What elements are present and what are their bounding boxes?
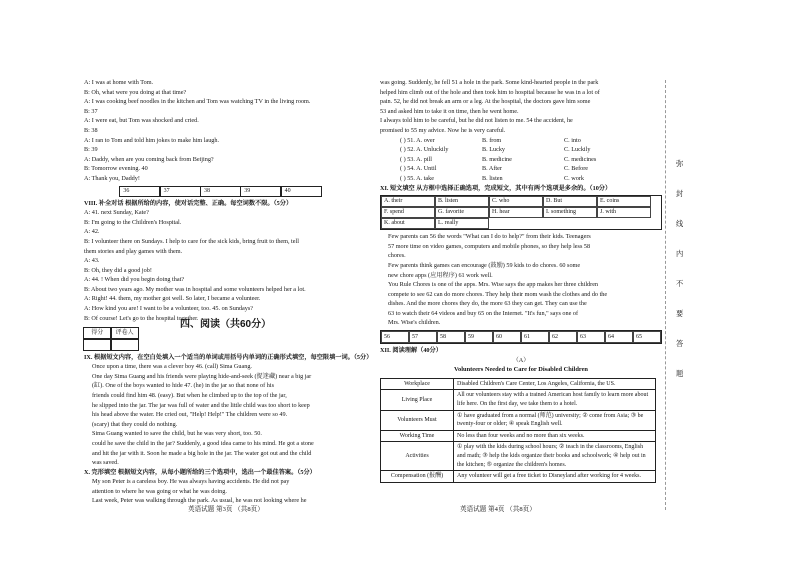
word-bank-option: A. their: [381, 196, 435, 207]
text-line: You Rule Chores is one of the apps. Mrs. Wise says the app makes her three children: [388, 281, 599, 289]
text-line: B: I'm going to the Children's Hospital.: [84, 218, 182, 226]
table-key: Compensation (报酬): [381, 471, 454, 483]
cloze-choices: [380, 136, 662, 184]
table-title: Volunteers Needed to Care for Disabled Children: [454, 366, 588, 374]
answer-box[interactable]: 40: [281, 186, 322, 197]
answer-boxes-36-40: [120, 186, 374, 197]
dialog-section: [84, 78, 374, 184]
part-a-label: （A）: [512, 356, 530, 364]
choice-row: [380, 164, 662, 174]
text-line: Sima Guang wanted to save the child, but he was very short, too. 50.: [92, 430, 262, 438]
cloze-passage-continued: [380, 78, 662, 136]
text-line: B: 37: [84, 107, 98, 115]
text-line: Once upon a time, there was a clever boy 46. (call) Sima Guang.: [92, 363, 252, 371]
word-bank-option: E. coins: [597, 196, 651, 207]
choice-option[interactable]: C. work: [564, 174, 584, 182]
answer-cell[interactable]: 62: [549, 331, 577, 343]
word-bank-option: H. hear: [489, 207, 543, 218]
spacer: [380, 136, 400, 146]
section9-passage: [84, 362, 374, 468]
section11-title: XI. 短文填空 从方框中选择正确选项，完成短文，其中有两个选项是多余的。（10分）: [380, 184, 612, 192]
text-line: was going. Suddenly, he fell 51 a hole in the park. Some kind-hearted people in the park: [380, 79, 599, 86]
choice-option[interactable]: ( ) 53. A. pill: [400, 155, 432, 163]
text-line: them stories and play games with them.: [84, 247, 183, 255]
volunteer-table: [380, 378, 656, 483]
spacer: [380, 145, 400, 155]
answer-box[interactable]: 38: [200, 186, 241, 197]
text-line: A: I was cooking beef noodles in the kitchen and Tom was watching TV in the living room.: [84, 98, 311, 106]
section10-title: X. 完形填空 根据短文内容，从每小题所给的三个选项中，选出一个最佳答案。（5分）: [84, 468, 316, 476]
seal-char: 内: [676, 250, 684, 258]
answer-cell[interactable]: 64: [605, 331, 633, 343]
answer-cell[interactable]: 65: [633, 331, 661, 343]
choice-option[interactable]: B. Lucky: [482, 146, 506, 154]
choice-option[interactable]: B. After: [482, 165, 502, 173]
seal-char: 要: [676, 310, 684, 318]
table-row: [381, 471, 656, 483]
grader-header: 评卷人: [111, 327, 139, 339]
text-line: B: Tomorrow evening. 40: [84, 165, 148, 173]
text-line: pain. 52, he did not break an arm or a leg. At the hospital, the doctors gave him some: [380, 98, 591, 106]
text-line: A: Thank you, Daddy!: [84, 174, 140, 182]
table-key: Activities: [381, 442, 454, 471]
text-line: friends could find him 48. (easy). But when he climbed up to the top of the jar,: [92, 391, 287, 399]
word-bank-option: L. really: [435, 218, 489, 229]
answer-cell[interactable]: 57: [409, 331, 437, 343]
answer-box[interactable]: 37: [160, 186, 201, 197]
answer-cell[interactable]: 58: [437, 331, 465, 343]
text-line: 53 and asked him to take it on time, then he went home.: [380, 107, 519, 115]
seal-char: 线: [676, 220, 684, 228]
text-line: A: 44. ! When did you begin doing that?: [84, 276, 185, 284]
grader-blank: [111, 339, 139, 351]
seal-char: 答: [676, 340, 684, 348]
text-line: One day Sima Guang and his friends were playing hide-and-seek (捉迷藏) near a big jar: [92, 372, 312, 380]
text-line: could he save the child in the jar? Suddenly, a good idea came to his mind. He got a stone: [92, 439, 314, 447]
answer-cell[interactable]: 56: [381, 331, 409, 343]
word-bank-option: D. But: [543, 196, 597, 207]
choice-option[interactable]: C. medicines: [564, 155, 597, 163]
section8-title: VIII. 补全对话 根据所给的内容，使对话完整、正确。每空词数不限。（5分）: [84, 199, 293, 207]
text-line: he slipped into the jar. The jar was full of water and the little child was too short to keep: [92, 401, 310, 409]
choice-row: [380, 155, 662, 165]
choice-option[interactable]: ( ) 51. A. over: [400, 136, 435, 144]
table-key: Volunteers Must: [381, 410, 454, 430]
text-line: was saved.: [92, 459, 119, 467]
left-footer: 英语试题 第3页 （共8页）: [188, 506, 264, 513]
table-value: Disabled Children's Care Center, Los Angeles, California, the US.: [454, 378, 656, 390]
left-page: [84, 78, 374, 506]
choice-option[interactable]: B. medicine: [482, 155, 512, 163]
text-line: B: Of course! Let's go to the hospital together.: [84, 314, 199, 322]
table-row: [381, 378, 656, 390]
table-row: [381, 430, 656, 442]
word-bank-option: K. about: [381, 218, 435, 229]
section8-dialog: [84, 208, 374, 323]
answer-box[interactable]: 39: [240, 186, 281, 197]
text-line: A: I was at home with Tom.: [84, 79, 154, 86]
text-line: A: Daddy, when are you coming back from Beijing?: [84, 155, 214, 163]
text-line: A: 43.: [84, 257, 100, 265]
word-bank-option: G. favorite: [435, 207, 489, 218]
text-line: Mrs. Wise's children.: [388, 319, 441, 327]
text-line: and hit the jar with it. Soon he made a big hole in the jar. The water got out and the child: [92, 449, 312, 457]
answer-cell[interactable]: 63: [577, 331, 605, 343]
choice-option[interactable]: ( ) 54. A. Until: [400, 165, 437, 173]
text-line: dishes. And the more chores they do, the more 63 they can get. They can use the: [388, 300, 587, 308]
section12-title: XII. 阅读理解（40分）: [380, 347, 442, 355]
text-line: his head above the water. He cried out, "Help! Help!" The children were so 49.: [92, 411, 288, 419]
table-value: No less than four weeks and no more than six weeks.: [454, 430, 656, 442]
table-row: [381, 390, 656, 410]
text-line: new chore apps (应用程序) 61 work well.: [388, 271, 493, 279]
table-value: ① play with the kids during school hours; ② teach in the classrooms, English and math; ③ help the kids organize their books and schoolwork; ④ help out in the kitchen; ⑤ organize the children's homes.: [454, 442, 656, 471]
text-line: helped him climb out of the hole and then took him to hospital because he was in a lot of: [380, 88, 600, 96]
section10-passage: [84, 477, 374, 506]
text-line: B: Oh, they did a good job!: [84, 266, 152, 274]
text-line: promised to 55 my advice. Now he is very careful.: [380, 126, 506, 134]
choice-row: [380, 136, 662, 146]
word-bank-option: F. spend: [381, 207, 435, 218]
table-key: Working Time: [381, 430, 454, 442]
text-line: 63 to watch their 64 videos and buy 65 on the Internet. "It's fun," says one of: [388, 309, 579, 317]
text-line: chores.: [388, 252, 406, 260]
text-line: My son Peter is a careless boy. He was always having accidents. He did not pay: [92, 478, 290, 486]
score-box: [84, 327, 374, 350]
word-bank-option: J. with: [597, 207, 651, 218]
choice-option[interactable]: B. from: [482, 136, 502, 144]
text-line: B: Oh, what were you doing at that time?: [84, 88, 187, 96]
word-bank: [380, 195, 662, 230]
seal-char: 不: [676, 280, 684, 288]
text-line: A: Right! 44. them, my mother got well. So later, I became a volunteer.: [84, 295, 261, 303]
answer-cell[interactable]: 59: [465, 331, 493, 343]
text-line: B: I volunteer there on Sundays. I help to care for the sick kids, bring fruit to them, tell: [84, 237, 299, 245]
text-line: A: 42.: [84, 228, 100, 236]
text-line: B: 39: [84, 146, 98, 154]
choice-option[interactable]: C. Luckily: [564, 146, 591, 154]
text-line: B: 38: [84, 126, 98, 134]
choice-option[interactable]: ( ) 55. A. take: [400, 174, 435, 182]
word-bank-option: C. who: [489, 196, 543, 207]
table-row: [381, 410, 656, 430]
table-row: [381, 442, 656, 471]
choice-row: [380, 174, 662, 184]
seal-line-notice: [676, 160, 688, 400]
word-bank-option: B. listen: [435, 196, 489, 207]
choice-option[interactable]: C. Before: [564, 165, 589, 173]
text-line: (缸). One of the boys wanted to hide 47. (he) in the jar so that none of his: [92, 382, 274, 390]
section11-passage: [380, 232, 662, 328]
text-line: Few parents can 56 the words "What can I do to help?" from their kids. Teenagers: [388, 233, 591, 241]
text-line: A: 41. next Sunday, Kate?: [84, 209, 149, 217]
text-line: compete to see 62 can do more chores. They help their mom wash the clothes and do the: [388, 290, 608, 298]
spacer: [380, 174, 400, 184]
part4-title: 四、阅读（共60分）: [180, 319, 272, 330]
seal-line: [665, 80, 666, 510]
choice-option[interactable]: B. listen: [482, 174, 503, 182]
table-key: Workplace: [381, 378, 454, 390]
answer-box[interactable]: 36: [119, 186, 160, 197]
table-value: All our volunteers stay with a trained American host family to learn more about life here. On the first day, we take them to a hotel.: [454, 390, 656, 410]
score-header: 得分: [83, 327, 111, 339]
word-bank-option: I. something: [543, 207, 597, 218]
spacer: [380, 164, 400, 174]
answer-grid-56-65: [380, 330, 662, 344]
right-footer: 英语试题 第4页 （共8页）: [460, 506, 536, 513]
text-line: attention to where he was going or what he was doing.: [92, 487, 227, 495]
text-line: B: About two years ago. My mother was in hospital and some volunteers helped her a lot.: [84, 285, 306, 293]
answer-cell[interactable]: 61: [521, 331, 549, 343]
section9-title: IX. 根据短文内容，在空白处填入一个适当的单词或用括号内单词的正确形式填空，每空限填一词。（5分）: [84, 353, 373, 361]
seal-char: 弥: [676, 160, 684, 168]
text-line: I always told him to be careful, but he did not listen to me. 54 the accident, he: [380, 117, 573, 125]
text-line: 57 more time on video games, computers and mobile phones, so they help less 58: [388, 242, 591, 250]
seal-char: 题: [676, 370, 684, 378]
text-line: A: I were eat, but Tom was shocked and cried.: [84, 117, 199, 125]
text-line: A: I ran to Tom and told him jokes to make him laugh.: [84, 136, 220, 144]
seal-char: 封: [676, 190, 684, 198]
text-line: A: How kind you are! I want to be a volunteer, too. 45. on Sundays?: [84, 305, 254, 313]
table-value: ① have graduated from a normal (师范) university; ② come from Asia; ③ be twenty-four or older; ④ speak English well.: [454, 410, 656, 430]
text-line: Last week, Peter was walking through the park. As usual, he was not looking where he: [92, 497, 307, 505]
table-key: Living Place: [381, 390, 454, 410]
text-line: Few parents think games can encourage (鼓励) 59 kids to do chores. 60 some: [388, 261, 581, 269]
choice-option[interactable]: ( ) 52. A. Unluckily: [400, 146, 449, 154]
choice-option[interactable]: C. into: [564, 136, 581, 144]
spacer: [380, 155, 400, 165]
table-value: Any volunteer will get a free ticket to Disneyland after working for 4 weeks.: [454, 471, 656, 483]
answer-cell[interactable]: 60: [493, 331, 521, 343]
choice-row: [380, 145, 662, 155]
right-page: [380, 78, 662, 483]
score-blank: [83, 339, 111, 351]
text-line: (scary) that they could do nothing.: [92, 420, 178, 428]
